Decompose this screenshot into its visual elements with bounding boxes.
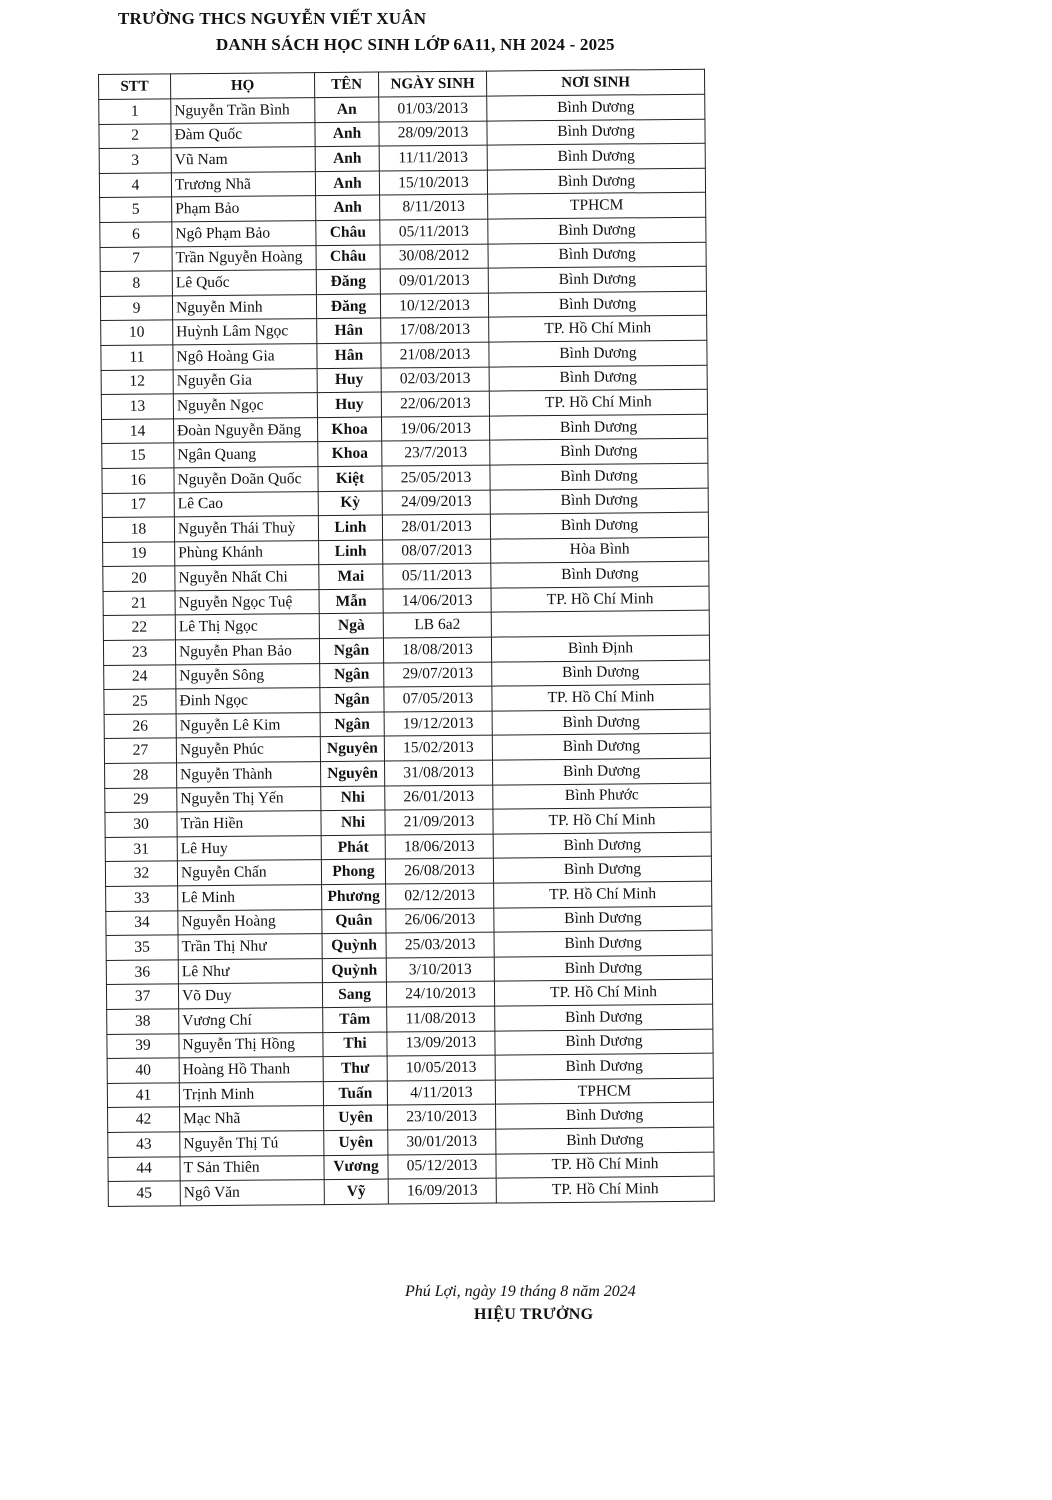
cell-ho: T Sản Thiên [180,1155,324,1181]
cell-ten: Anh [315,146,379,171]
cell-ten: Phong [321,859,385,884]
cell-ho: Nguyễn Hoàng [178,909,322,935]
cell-ho: Nguyễn Chấn [177,860,321,886]
cell-ho: Nguyễn Ngọc [173,393,317,419]
cell-noi-sinh: Bình Dương [494,906,712,932]
cell-ho: Nguyễn Thị Yến [177,786,321,812]
cell-ten: Khoa [318,417,382,442]
cell-ten: Nhi [321,810,385,835]
cell-ngay-sinh: 30/01/2013 [388,1129,496,1155]
cell-ho: Đàm Quốc [171,122,315,148]
cell-ngay-sinh: 19/06/2013 [382,416,490,442]
cell-ngay-sinh: 25/05/2013 [382,465,490,491]
cell-ngay-sinh: LB 6a2 [383,613,491,639]
cell-ho: Hoàng Hồ Thanh [179,1057,323,1083]
cell-ngay-sinh: 26/01/2013 [385,785,493,811]
cell-stt: 22 [103,615,175,640]
cell-stt: 13 [101,394,173,419]
cell-ngay-sinh: 30/08/2012 [380,244,488,270]
cell-noi-sinh: TP. Hồ Chí Minh [492,684,710,710]
cell-ho: Võ Duy [178,983,322,1009]
cell-noi-sinh: Bình Dương [496,1103,714,1129]
cell-ho: Vương Chí [179,1008,323,1034]
column-header-noi-sinh: NƠI SINH [486,69,704,96]
cell-noi-sinh: Bình Dương [487,143,705,169]
cell-ten: Ngân [320,663,384,688]
cell-noi-sinh: Bình Dương [489,340,707,366]
cell-stt: 3 [99,148,171,173]
cell-noi-sinh: TPHCM [495,1078,713,1104]
cell-ho: Nguyễn Nhất Chi [175,565,319,591]
cell-ho: Nguyễn Thái Thuỳ [174,516,318,542]
cell-ngay-sinh: 3/10/2013 [386,957,494,983]
cell-noi-sinh: TPHCM [488,193,706,219]
student-table [98,69,715,1207]
cell-ngay-sinh: 02/03/2013 [381,367,489,393]
cell-ngay-sinh: 26/06/2013 [386,908,494,934]
cell-noi-sinh: Bình Dương [491,561,709,587]
cell-noi-sinh: Bình Dương [492,709,710,735]
cell-stt: 14 [102,419,174,444]
student-table-wrapper [98,69,714,1207]
cell-noi-sinh: Bình Dương [488,266,706,292]
cell-ho: Lê Như [178,958,322,984]
cell-ten: Ngân [320,687,384,712]
cell-stt: 34 [106,910,178,935]
cell-stt: 28 [105,763,177,788]
cell-noi-sinh: Bình Định [491,635,709,661]
cell-ho: Nguyễn Gia [173,368,317,394]
cell-noi-sinh: Bình Dương [493,832,711,858]
cell-stt: 27 [104,738,176,763]
table-body [99,94,715,1206]
cell-ten: Thi [323,1032,387,1057]
cell-noi-sinh: Bình Dương [489,365,707,391]
cell-ho: Đoàn Nguyễn Đăng [174,417,318,443]
signer-title: HIỆU TRƯỞNG [474,1306,594,1323]
cell-stt: 40 [107,1058,179,1083]
cell-stt: 17 [102,492,174,517]
cell-ho: Trần Hiền [177,811,321,837]
cell-ten: Kỳ [318,491,382,516]
cell-ngay-sinh: 28/01/2013 [382,514,490,540]
cell-ho: Lê Minh [178,885,322,911]
cell-noi-sinh: Bình Dương [495,1004,713,1030]
cell-ho: Nguyễn Trần Bình [171,98,315,124]
cell-stt: 19 [103,542,175,567]
cell-ten: Uyên [324,1105,388,1130]
column-header-ho: HỌ [171,73,315,99]
cell-ngay-sinh: 25/03/2013 [386,932,494,958]
cell-ngay-sinh: 31/08/2013 [385,760,493,786]
cell-ngay-sinh: 17/08/2013 [381,317,489,343]
cell-ho: Trần Thị Như [178,934,322,960]
cell-ten: Mẫn [319,589,383,614]
cell-ho: Nguyễn Lê Kim [176,712,320,738]
cell-noi-sinh: TP. Hồ Chí Minh [496,1152,714,1178]
cell-ho: Trần Nguyễn Hoàng [172,245,316,271]
cell-stt: 11 [101,345,173,370]
cell-ngay-sinh: 28/09/2013 [379,121,487,147]
cell-ngay-sinh: 13/09/2013 [387,1031,495,1057]
cell-noi-sinh: Bình Dương [488,242,706,268]
cell-ngay-sinh: 21/09/2013 [385,809,493,835]
column-header-stt: STT [99,74,171,100]
cell-ten: Quân [322,909,386,934]
cell-ho: Huỳnh Lâm Ngọc [173,319,317,345]
list-title: DANH SÁCH HỌC SINH LỚP 6A11, NH 2024 - 2025 [216,35,615,54]
cell-ngay-sinh: 23/7/2013 [382,440,490,466]
cell-ho: Lê Huy [177,835,321,861]
cell-ngay-sinh: 18/08/2013 [383,637,491,663]
cell-noi-sinh: Bình Dương [490,488,708,514]
cell-ho: Nguyễn Thị Hồng [179,1032,323,1058]
cell-ho: Ngô Văn [180,1180,324,1206]
cell-stt: 42 [108,1107,180,1132]
cell-ho: Lê Quốc [172,270,316,296]
cell-ho: Nguyễn Phúc [176,737,320,763]
cell-noi-sinh: TP. Hồ Chí Minh [489,389,707,415]
cell-ngay-sinh: 10/12/2013 [380,293,488,319]
cell-ho: Nguyễn Doãn Quốc [174,467,318,493]
cell-stt: 23 [103,640,175,665]
cell-stt: 1 [99,99,171,124]
cell-ho: Vũ Nam [171,147,315,173]
cell-noi-sinh: Bình Dương [494,930,712,956]
cell-ngay-sinh: 24/10/2013 [386,981,494,1007]
cell-ten: Linh [318,515,382,540]
cell-ten: Huy [317,392,381,417]
cell-ten: Nhi [321,786,385,811]
cell-noi-sinh: Bình Dương [488,291,706,317]
cell-stt: 6 [100,222,172,247]
cell-stt: 10 [101,320,173,345]
cell-noi-sinh: TP. Hồ Chí Minh [493,807,711,833]
cell-stt: 25 [104,689,176,714]
cell-stt: 2 [99,123,171,148]
cell-stt: 9 [100,296,172,321]
cell-ten: Tâm [323,1007,387,1032]
cell-ten: Thư [323,1056,387,1081]
cell-ten: Phương [322,884,386,909]
cell-stt: 30 [105,812,177,837]
cell-ten: Anh [316,195,380,220]
cell-stt: 15 [102,443,174,468]
cell-ngay-sinh: 05/12/2013 [388,1154,496,1180]
cell-ho: Nguyễn Thành [177,762,321,788]
cell-noi-sinh: Bình Dương [495,1053,713,1079]
cell-ten: Hân [317,318,381,343]
cell-ten: Vỹ [324,1179,388,1204]
cell-ho: Nguyễn Ngọc Tuệ [175,589,319,615]
cell-stt: 20 [103,566,175,591]
cell-ten: Anh [315,171,379,196]
cell-ngay-sinh: 22/06/2013 [381,391,489,417]
cell-ten: Khoa [318,441,382,466]
cell-ngay-sinh: 16/09/2013 [388,1178,496,1204]
cell-ten: Sang [322,982,386,1007]
cell-ten: Quỳnh [322,958,386,983]
column-header-ten: TÊN [314,72,378,98]
cell-ho: Nguyễn Minh [172,294,316,320]
cell-ten: Tuấn [323,1081,387,1106]
cell-ngay-sinh: 07/05/2013 [384,686,492,712]
cell-ngay-sinh: 02/12/2013 [386,883,494,909]
cell-noi-sinh: Bình Dương [490,439,708,465]
cell-ten: Vương [324,1155,388,1180]
cell-ten: Đăng [316,294,380,319]
cell-stt: 7 [100,246,172,271]
cell-ngay-sinh: 23/10/2013 [388,1104,496,1130]
cell-stt: 8 [100,271,172,296]
cell-ten: Châu [316,245,380,270]
cell-ten: Anh [315,122,379,147]
cell-noi-sinh: Bình Dương [492,660,710,686]
cell-ho: Nguyễn Sông [176,663,320,689]
cell-noi-sinh: TP. Hồ Chí Minh [489,316,707,342]
table-row [108,1176,714,1206]
signature-date-line: Phú Lợi, ngày 19 tháng 8 năm 2024 [405,1283,636,1300]
cell-stt: 45 [108,1181,180,1206]
cell-ho: Phùng Khánh [175,540,319,566]
cell-ten: Ngân [320,712,384,737]
cell-ngay-sinh: 19/12/2013 [384,711,492,737]
cell-ten: Huy [317,368,381,393]
cell-ngay-sinh: 18/06/2013 [385,834,493,860]
cell-stt: 5 [100,197,172,222]
cell-ngay-sinh: 29/07/2013 [384,662,492,688]
cell-ngay-sinh: 21/08/2013 [381,342,489,368]
school-name: TRƯỜNG THCS NGUYỄN VIẾT XUÂN [118,9,427,28]
cell-noi-sinh: Bình Dương [488,217,706,243]
cell-ngay-sinh: 11/08/2013 [387,1006,495,1032]
cell-stt: 31 [105,837,177,862]
column-header-ngay-sinh: NGÀY SINH [378,71,486,97]
cell-stt: 41 [107,1083,179,1108]
cell-ten: Ngân [319,638,383,663]
cell-noi-sinh: TP. Hồ Chí Minh [494,980,712,1006]
cell-stt: 38 [107,1009,179,1034]
cell-ngay-sinh: 05/11/2013 [380,219,488,245]
cell-ten: Mai [319,564,383,589]
cell-stt: 43 [108,1132,180,1157]
cell-ten: Phát [321,835,385,860]
cell-ho: Trịnh Minh [179,1081,323,1107]
cell-ten: Nguyên [320,736,384,761]
cell-stt: 39 [107,1033,179,1058]
cell-noi-sinh: TP. Hồ Chí Minh [496,1176,714,1202]
cell-noi-sinh [491,611,709,637]
cell-ngay-sinh: 10/05/2013 [387,1055,495,1081]
cell-ho: Nguyễn Phan Bảo [175,639,319,665]
cell-noi-sinh: Bình Dương [494,955,712,981]
cell-ngay-sinh: 01/03/2013 [379,96,487,122]
cell-noi-sinh: Bình Phước [493,783,711,809]
cell-ten: Uyên [324,1130,388,1155]
cell-stt: 44 [108,1156,180,1181]
cell-stt: 4 [99,173,171,198]
cell-stt: 12 [101,369,173,394]
cell-ho: Ngân Quang [174,442,318,468]
cell-noi-sinh: Bình Dương [489,414,707,440]
cell-ngay-sinh: 09/01/2013 [380,268,488,294]
cell-noi-sinh: TP. Hồ Chí Minh [494,881,712,907]
cell-ten: An [315,97,379,122]
cell-ho: Mạc Nhã [180,1106,324,1132]
cell-stt: 37 [106,984,178,1009]
cell-stt: 26 [104,714,176,739]
cell-noi-sinh: Bình Dương [487,168,705,194]
cell-noi-sinh: Bình Dương [493,857,711,883]
cell-ngay-sinh: 4/11/2013 [387,1080,495,1106]
cell-ngay-sinh: 26/08/2013 [385,858,493,884]
cell-ngay-sinh: 08/07/2013 [383,539,491,565]
cell-stt: 18 [102,517,174,542]
cell-noi-sinh: Bình Dương [493,758,711,784]
cell-noi-sinh: Bình Dương [490,463,708,489]
cell-ho: Đinh Ngọc [176,688,320,714]
cell-ten: Nguyên [321,761,385,786]
cell-ngay-sinh: 15/02/2013 [384,736,492,762]
cell-noi-sinh: TP. Hồ Chí Minh [491,586,709,612]
cell-noi-sinh: Bình Dương [490,512,708,538]
cell-ten: Châu [316,220,380,245]
cell-ngay-sinh: 8/11/2013 [380,194,488,220]
cell-noi-sinh: Bình Dương [487,119,705,145]
cell-noi-sinh: Bình Dương [492,734,710,760]
cell-ho: Lê Cao [174,491,318,517]
cell-stt: 29 [105,787,177,812]
cell-ho: Ngô Phạm Bảo [172,221,316,247]
cell-ngay-sinh: 14/06/2013 [383,588,491,614]
cell-ten: Ngà [319,614,383,639]
cell-stt: 35 [106,935,178,960]
cell-stt: 36 [106,960,178,985]
cell-ten: Hân [317,343,381,368]
cell-ho: Ngô Hoàng Gia [173,344,317,370]
cell-ngay-sinh: 05/11/2013 [383,563,491,589]
cell-stt: 16 [102,468,174,493]
cell-ten: Linh [319,540,383,565]
cell-noi-sinh: Hòa Bình [491,537,709,563]
cell-noi-sinh: Bình Dương [496,1127,714,1153]
cell-stt: 24 [104,665,176,690]
cell-ho: Trương Nhã [171,171,315,197]
cell-ngay-sinh: 11/11/2013 [379,145,487,171]
cell-ho: Lê Thị Ngọc [175,614,319,640]
cell-ten: Quỳnh [322,933,386,958]
cell-ngay-sinh: 15/10/2013 [379,170,487,196]
cell-ho: Phạm Bảo [172,196,316,222]
cell-ten: Đăng [316,269,380,294]
cell-stt: 33 [106,886,178,911]
cell-noi-sinh: Bình Dương [487,94,705,120]
cell-ho: Nguyễn Thị Tú [180,1131,324,1157]
cell-stt: 32 [105,861,177,886]
cell-ngay-sinh: 24/09/2013 [382,490,490,516]
cell-noi-sinh: Bình Dương [495,1029,713,1055]
cell-ten: Kiệt [318,466,382,491]
cell-stt: 21 [103,591,175,616]
